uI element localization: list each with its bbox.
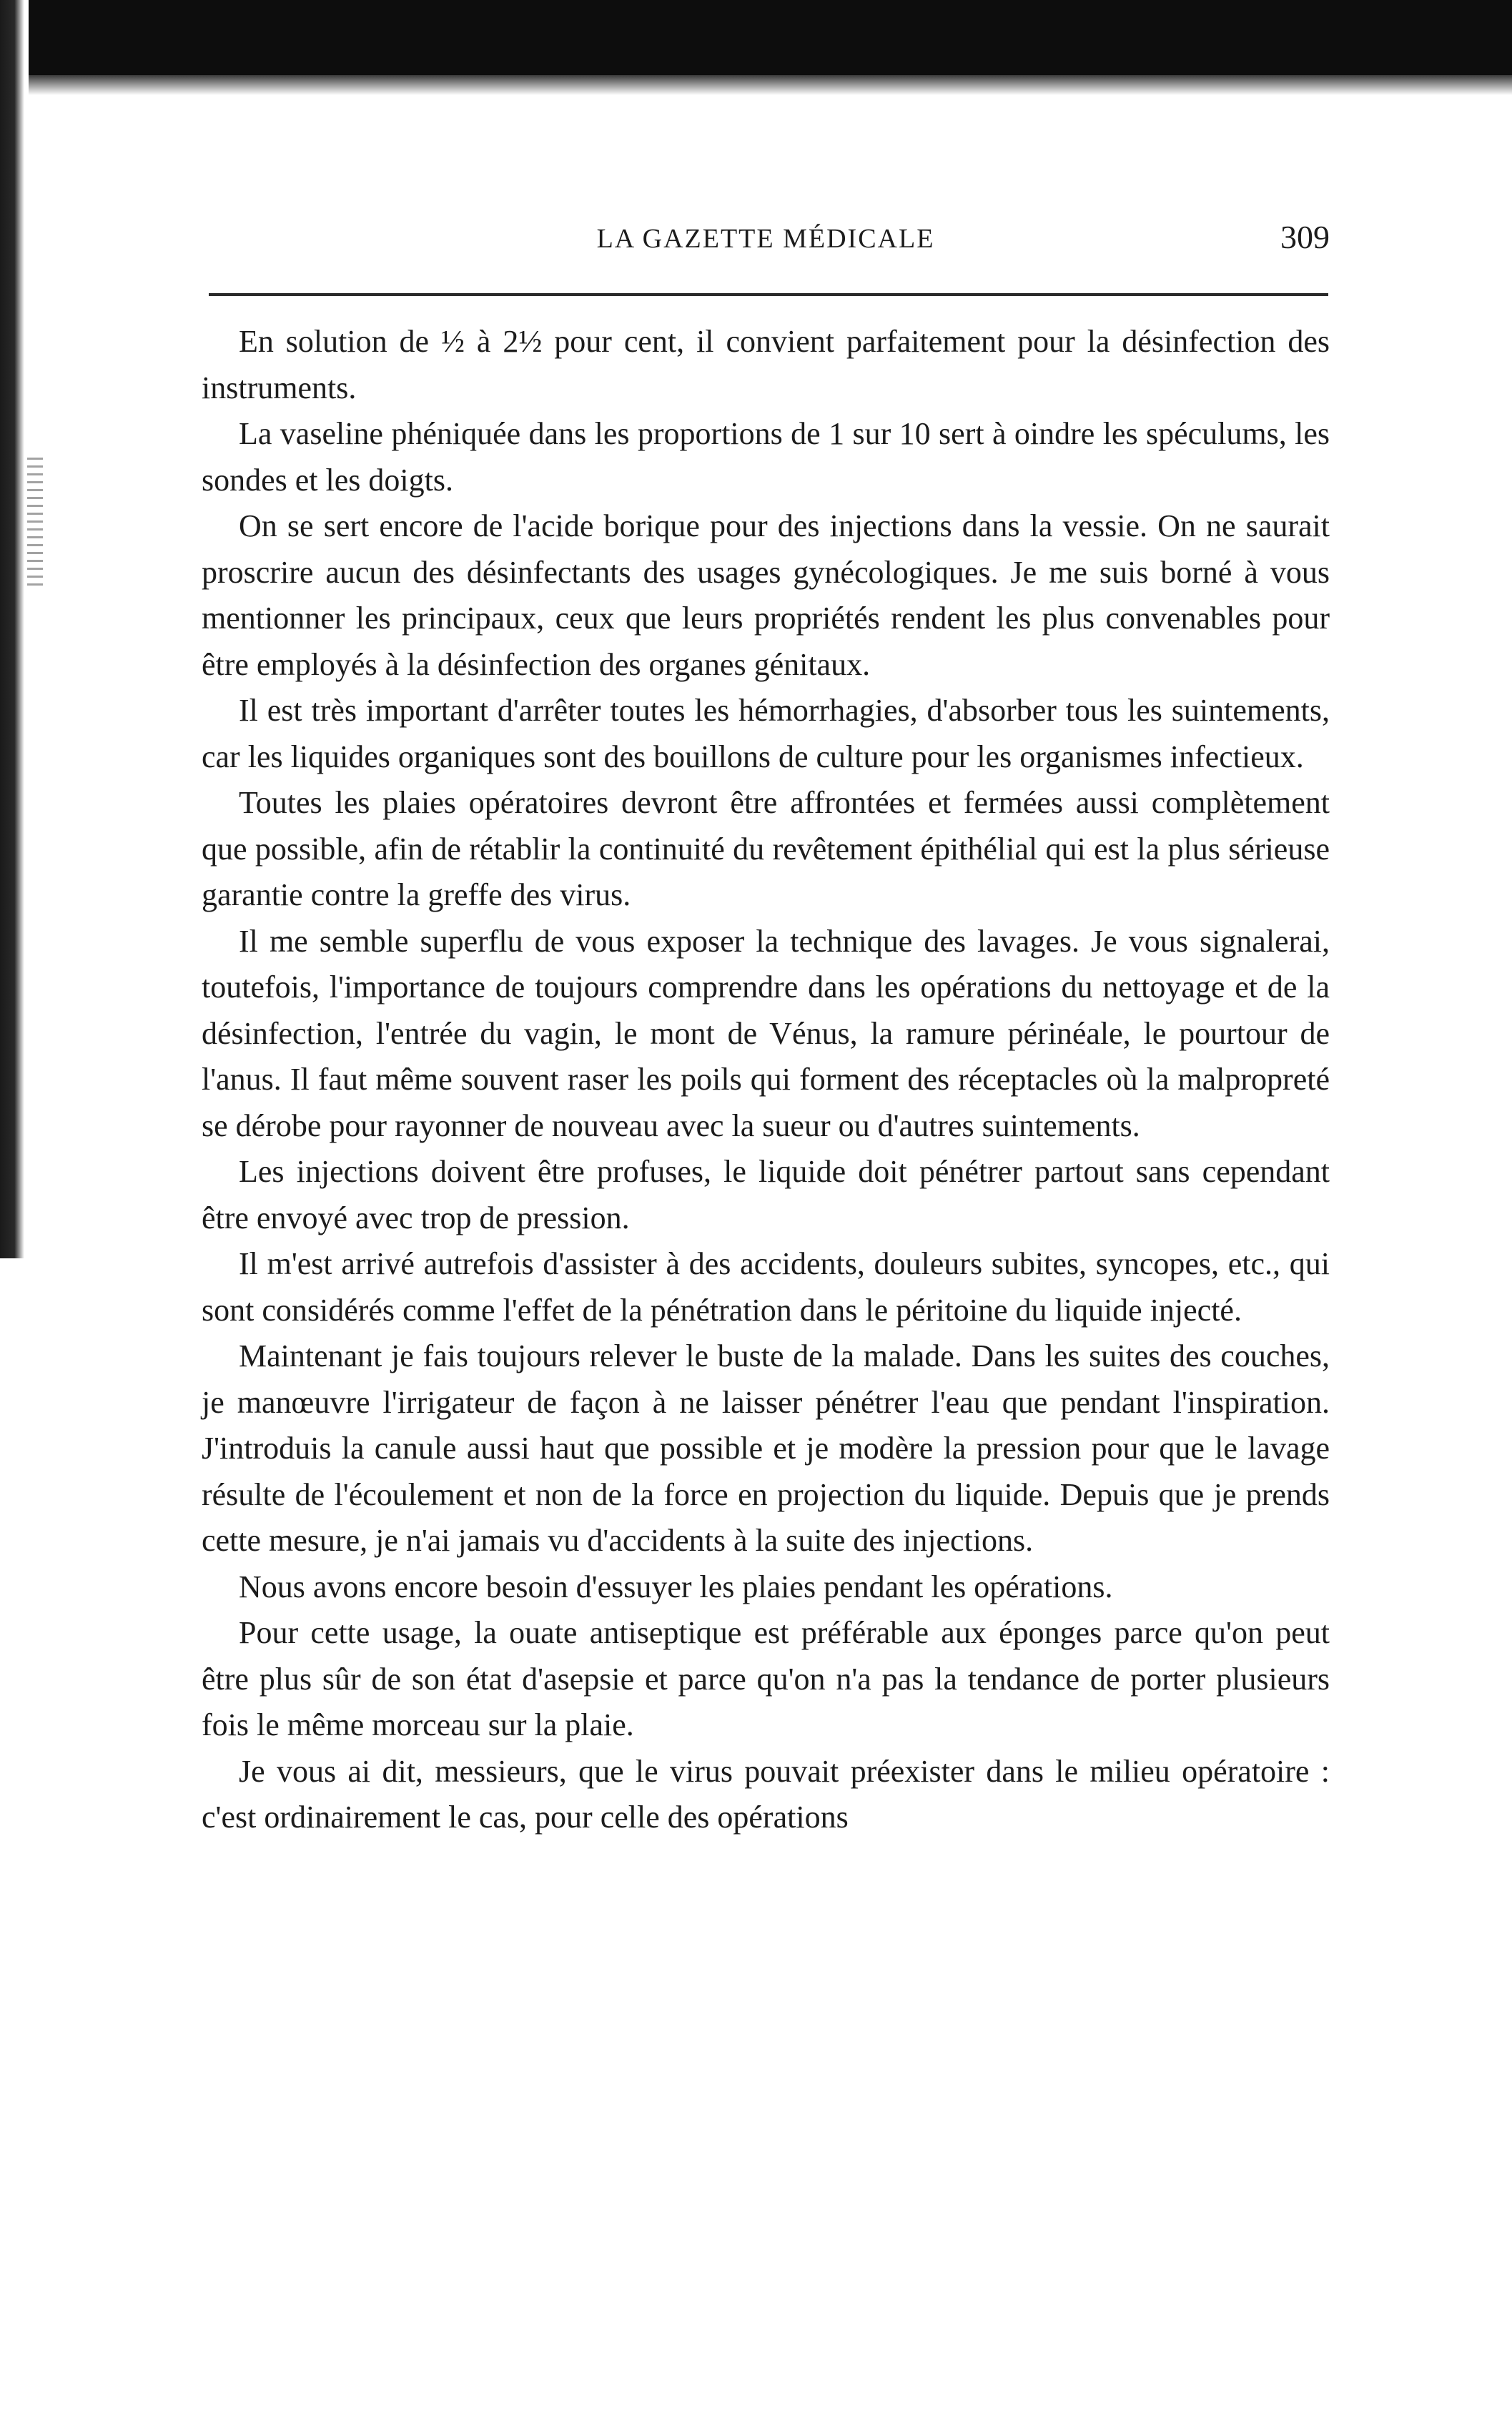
paragraph: Maintenant je fais toujours relever le buste de la malade. Dans les suites des couches, je manœuvre l'irrigateur de façon à ne laisser pénétrer l'eau que pendant l'inspiration. J'introduis la canule aussi haut que possible et je modère la pression pour que le lavage résulte de l'écoulement et non de la force en projection du liquide. Depuis que je prends cette mesure, je n'ai jamais vu d'accidents à la suite des injections. — [202, 1338, 1330, 1558]
paragraph: On se sert encore de l'acide borique pour des injections dans la vessie. On ne saurait proscrire aucun des désinfectants des usages gynécologiques. Je me suis borné à vous mentionner les principaux, ceux que leurs propriétés rendent les plus convenables pour être employés à la désinfection des organes génitaux. — [202, 508, 1330, 682]
page-number: 309 — [1280, 219, 1330, 255]
body-text — [202, 319, 1330, 1841]
paragraph: Toutes les plaies opératoires devront être affrontées et fermées aussi complètement que possible, afin de rétablir la continuité du revêtement épithélial qui est la plus sérieuse garantie contre la greffe des virus. — [202, 785, 1330, 912]
running-head — [202, 220, 1330, 257]
paragraph: Il m'est arrivé autrefois d'assister à des accidents, douleurs subites, syncopes, etc., qui sont considérés comme l'effet de la pénétration dans le péritoine du liquide injecté. — [202, 1246, 1330, 1328]
scan-left-border — [0, 0, 24, 1258]
paragraph: Les injections doivent être profuses, le liquide doit pénétrer partout sans cependant être envoyé avec trop de pression. — [202, 1154, 1330, 1235]
paragraph: En solution de ½ à 2½ pour cent, il convient parfaitement pour la désinfection des instruments. — [202, 324, 1330, 405]
scan-top-shadow — [29, 75, 1512, 95]
header-rule — [209, 293, 1328, 296]
paragraph: Il me semble superflu de vous exposer la technique des lavages. Je vous signalerai, toutefois, l'importance de toujours comprendre dans les opérations du nettoyage et de la désinfection, l'entrée du vagin, le mont de Vénus, la ramure périnéale, le pourtour de l'anus. Il faut même souvent raser les poils qui forment des réceptacles où la malpropreté se dérobe pour rayonner de nouveau avec la sueur ou d'autres suintements. — [202, 923, 1330, 1143]
paragraph: La vaseline phéniquée dans les proportions de 1 sur 10 sert à oindre les spéculums, les sondes et les doigts. — [202, 416, 1330, 498]
paragraph: Il est très important d'arrêter toutes les hémorrhagies, d'absorber tous les suintements, car les liquides organiques sont des bouillons de culture pour les organismes infectieux. — [202, 693, 1330, 774]
paragraph: Pour cette usage, la ouate antiseptique est préférable aux éponges parce qu'on peut être plus sûr de son état d'asepsie et parce qu'on n'a pas la tendance de porter plusieurs fois le même morceau sur la plaie. — [202, 1615, 1330, 1742]
scan-margin-specks — [27, 458, 43, 586]
paragraph: Nous avons encore besoin d'essuyer les plaies pendant les opérations. — [239, 1569, 1113, 1604]
paragraph: Je vous ai dit, messieurs, que le virus pouvait préexister dans le milieu opératoire : c'est ordinairement le cas, pour celle des opérations — [202, 1753, 1330, 1835]
scan-top-border — [29, 0, 1512, 75]
running-title: LA GAZETTE MÉDICALE — [596, 224, 935, 254]
